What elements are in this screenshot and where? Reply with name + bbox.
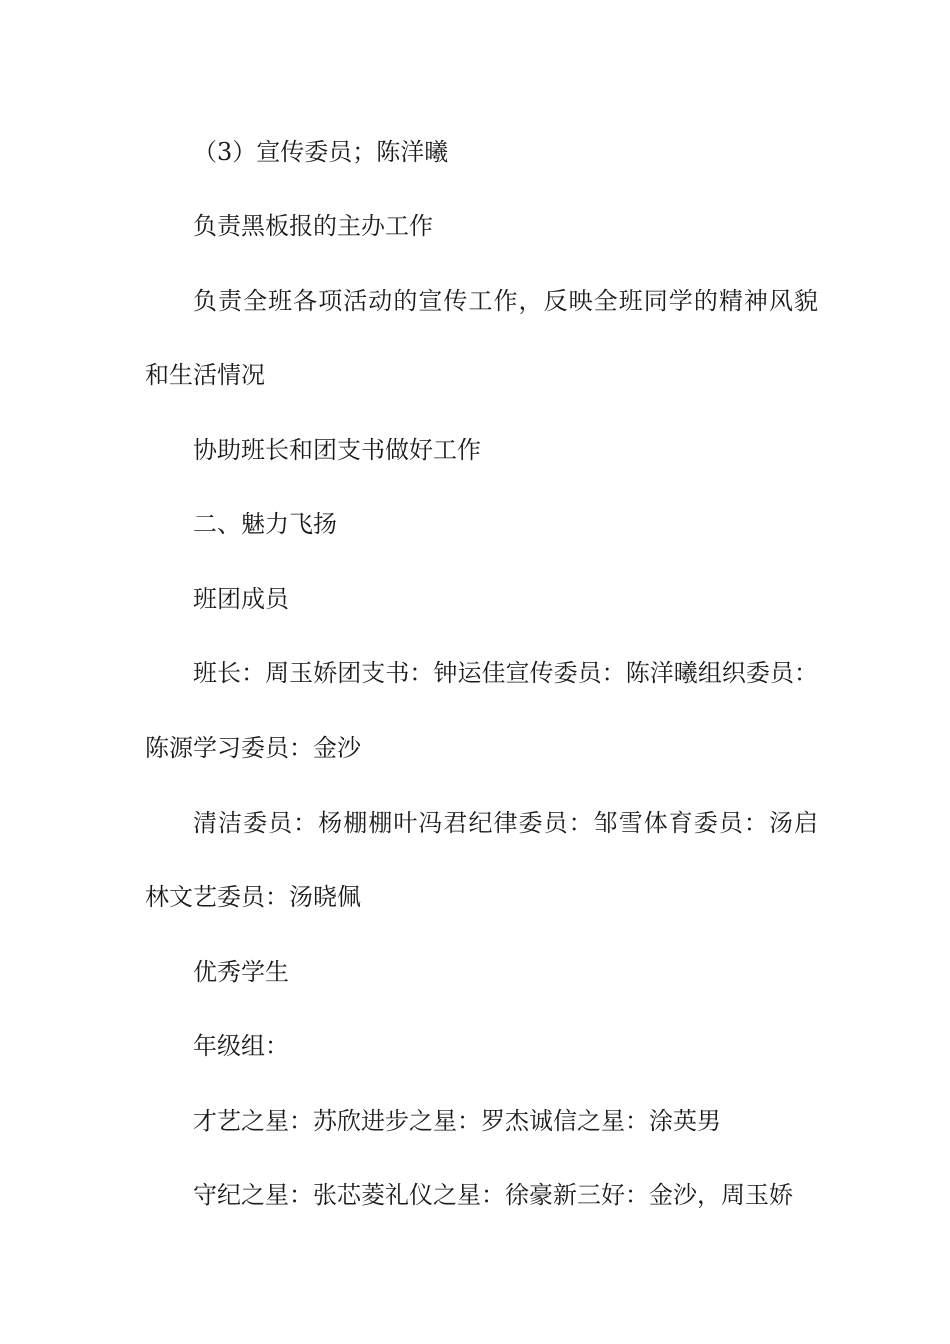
- duty-publicity-line2: 和生活情况: [145, 361, 265, 389]
- awards-line2: 守纪之星：张芯菱礼仪之星：徐豪新三好：金沙，周玉娇: [193, 1181, 793, 1209]
- members-line3: 清洁委员：杨棚棚叶冯君纪律委员：邹雪体育委员：汤启: [193, 809, 818, 837]
- members-line2: 陈源学习委员：金沙: [145, 734, 361, 762]
- duty-blackboard: 负责黑板报的主办工作: [193, 212, 433, 240]
- subheading-excellent-students: 优秀学生: [193, 958, 289, 986]
- members-line4: 林文艺委员：汤晓佩: [145, 883, 361, 911]
- subheading-grade-group: 年级组：: [193, 1032, 289, 1060]
- duty-assist: 协助班长和团支书做好工作: [193, 436, 481, 464]
- duty-publicity-line1: 负责全班各项活动的宣传工作，反映全班同学的精神风貌: [193, 287, 818, 315]
- awards-line1: 才艺之星：苏欣进步之星：罗杰诚信之星：涂英男: [193, 1107, 721, 1135]
- subheading-class-members: 班团成员: [193, 585, 289, 613]
- item-publicity-officer: （3）宣传委员；陈洋曦: [193, 138, 449, 166]
- section-heading-charm: 二、魅力飞扬: [193, 510, 337, 538]
- members-line1: 班长：周玉娇团支书：钟运佳宣传委员：陈洋曦组织委员：: [193, 659, 818, 687]
